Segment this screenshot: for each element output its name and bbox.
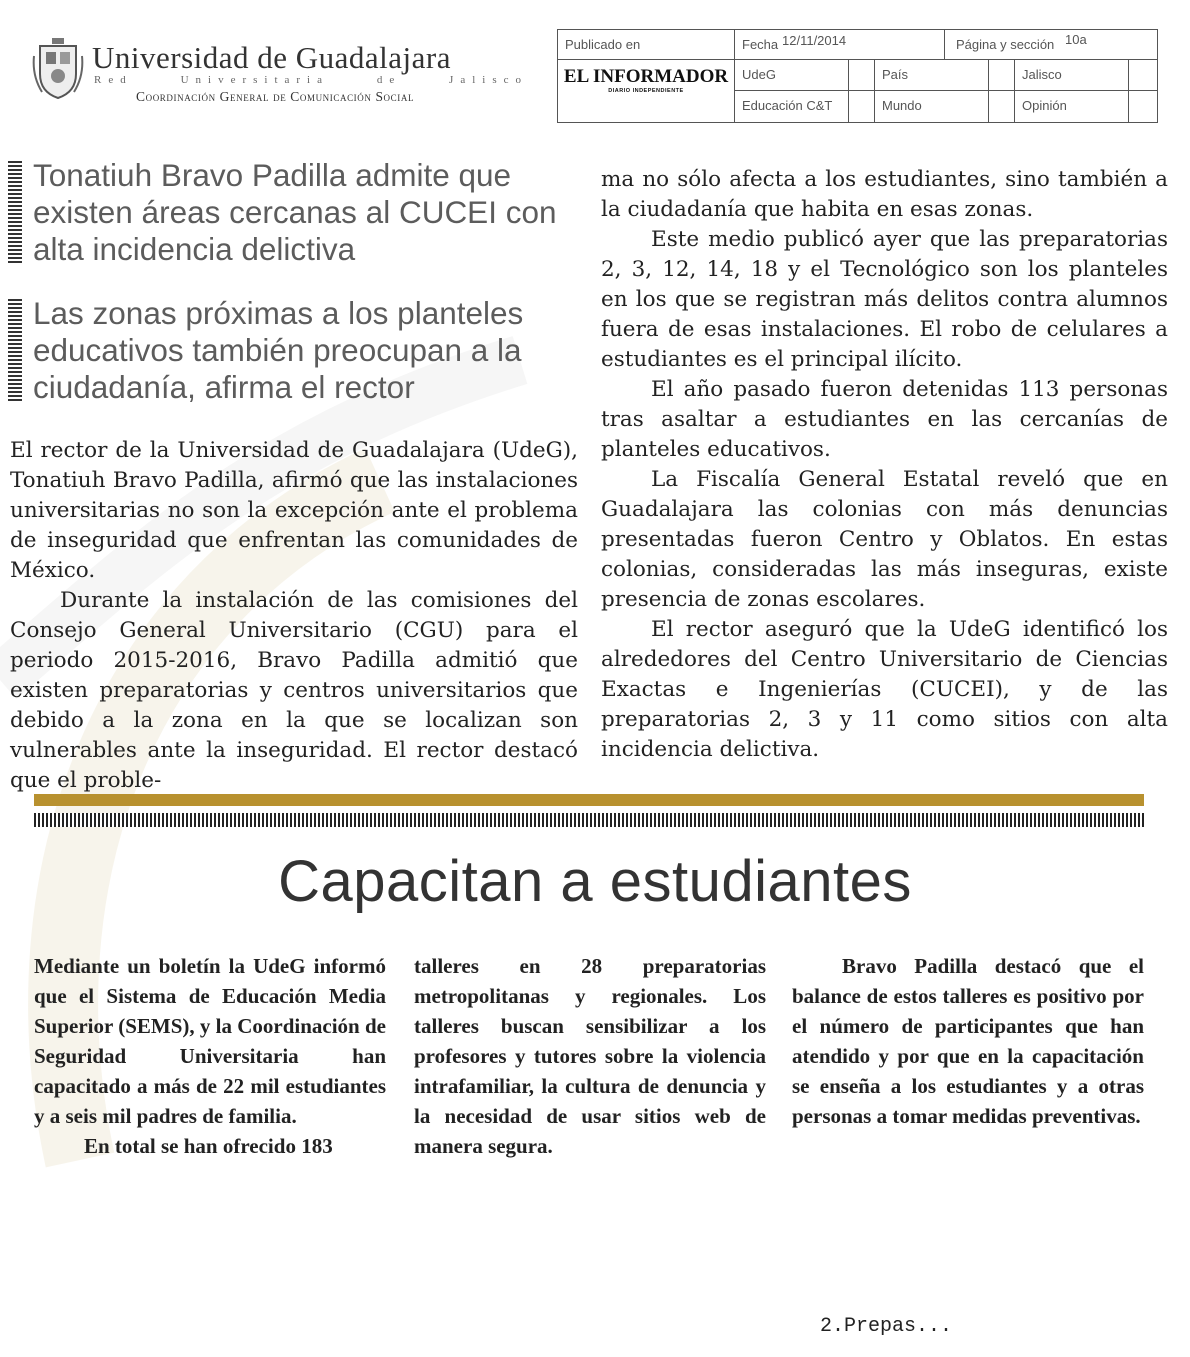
deck-2 <box>8 295 588 406</box>
newspaper-tagline: DIARIO INDEPENDIENTE <box>608 88 684 94</box>
deck-marker-icon <box>8 299 22 402</box>
paragraph: El año pasado fueron detenidas 113 personas tras asaltar a estudiantes en las cercanías de planteles educativos. <box>601 377 1168 462</box>
paragraph: La Fiscalía General Estatal reveló que en Guadalajara las colonias con más denuncias presentadas fueron Centro y Oblatos. En estas colonias, consideradas las más inseguras, existe presencia de zonas escolares. <box>601 467 1168 612</box>
deck-1 <box>8 157 588 268</box>
paragraph: talleres en 28 preparatorias metropolitanas y regionales. Los talleres buscan sensibilizar a los profesores y tutores sobre la violencia intrafamiliar, la cultura de denuncia y la necesidad de usar sitios web de manera segura. <box>414 954 766 1158</box>
paragraph: Mediante un boletín la UdeG informó que el Sistema de Educación Media Superior (SEMS), y la Coordinación de Seguridad Universitaria han capacitado a más de 22 mil estudiantes y a seis mil padres de familia. <box>34 954 386 1128</box>
paragraph: El rector aseguró que la UdeG identificó los alrededores del Centro Universitario de Ciencias Exactas e Ingenierías (CUCEI), y de las preparatorias 2, 3 y 11 como sitios con alta incidencia delictiva. <box>601 617 1168 762</box>
published-in-label: Publicado en <box>565 37 641 52</box>
page-section-label: Página y sección <box>956 37 1055 52</box>
paragraph: Bravo Padilla destacó que el balance de estos talleres es positivo por el número de participantes que han atendido y por que en la capacitación se enseña a los estudiantes y a otras personas a tomar medidas preventivas. <box>792 954 1144 1128</box>
newspaper-name: EL INFORMADOR <box>563 66 729 87</box>
barcode-divider <box>34 813 1144 827</box>
section-udeg: UdeG <box>742 67 776 82</box>
section-jalisco: Jalisco <box>1022 67 1062 82</box>
deck-marker-icon <box>8 161 22 264</box>
university-seal-icon <box>32 36 84 102</box>
section-mundo: Mundo <box>882 98 922 113</box>
article2-column-2 <box>414 951 766 1161</box>
deck-2-text: Las zonas próximas a los planteles educativos también preocupan a la ciudadanía, afirma el rector <box>33 295 524 405</box>
coordination-name: Coordinación General de Comunicación Social <box>136 89 415 104</box>
paragraph: El rector de la Universidad de Guadalajara (UdeG), Tonatiuh Bravo Padilla, afirmó que las instalaciones universitarias no son la excepción ante el problema de inseguridad que enfrentan las comunidades de México. <box>10 438 578 583</box>
section-pais: País <box>882 67 909 82</box>
date-value: 12/11/2014 <box>782 33 847 48</box>
date-label: Fecha <box>742 37 779 52</box>
deck-1-text: Tonatiuh Bravo Padilla admite que existen áreas cercanas al CUCEI con alta incidencia delictiva <box>33 157 557 267</box>
network-name: Red Universitaria de Jalisco <box>94 74 528 86</box>
paragraph: Este medio publicó ayer que las preparatorias 2, 3, 12, 14, 18 y el Tecnológico son los planteles en los que se registran más delitos contra alumnos fuera de esas instalaciones. El robo de celulares a estudiantes es el principal ilícito. <box>601 227 1168 372</box>
article1-right-column <box>601 165 1168 765</box>
page-section-value: 10a <box>1065 32 1087 47</box>
section-opinion: Opinión <box>1022 98 1067 113</box>
publication-info-table <box>557 29 1158 123</box>
article2-headline: Capacitan a estudiantes <box>278 849 912 914</box>
paragraph: ma no sólo afecta a los estudiantes, sino también a la ciudadanía que habita en esas zonas. <box>601 167 1168 222</box>
university-name: Universidad de Guadalajara <box>92 40 452 75</box>
paragraph: En total se han ofrecido 183 <box>84 1134 333 1158</box>
section-educacion: Educación C&T <box>742 98 833 113</box>
continuation-note: 2.Prepas... <box>820 1315 953 1338</box>
article1-left-column <box>10 436 578 796</box>
section-divider <box>34 794 1144 806</box>
paragraph: Durante la instalación de las comisiones del Consejo General Universitario (CGU) para el periodo 2015-2016, Bravo Padilla admitió que existen preparatorias y centros universitarios que debido a la zona en la que se localizan son vulnerables ante la inseguridad. El rector destacó que el proble- <box>10 588 578 793</box>
article2-column-1 <box>34 951 386 1161</box>
article2-column-3 <box>792 951 1144 1131</box>
